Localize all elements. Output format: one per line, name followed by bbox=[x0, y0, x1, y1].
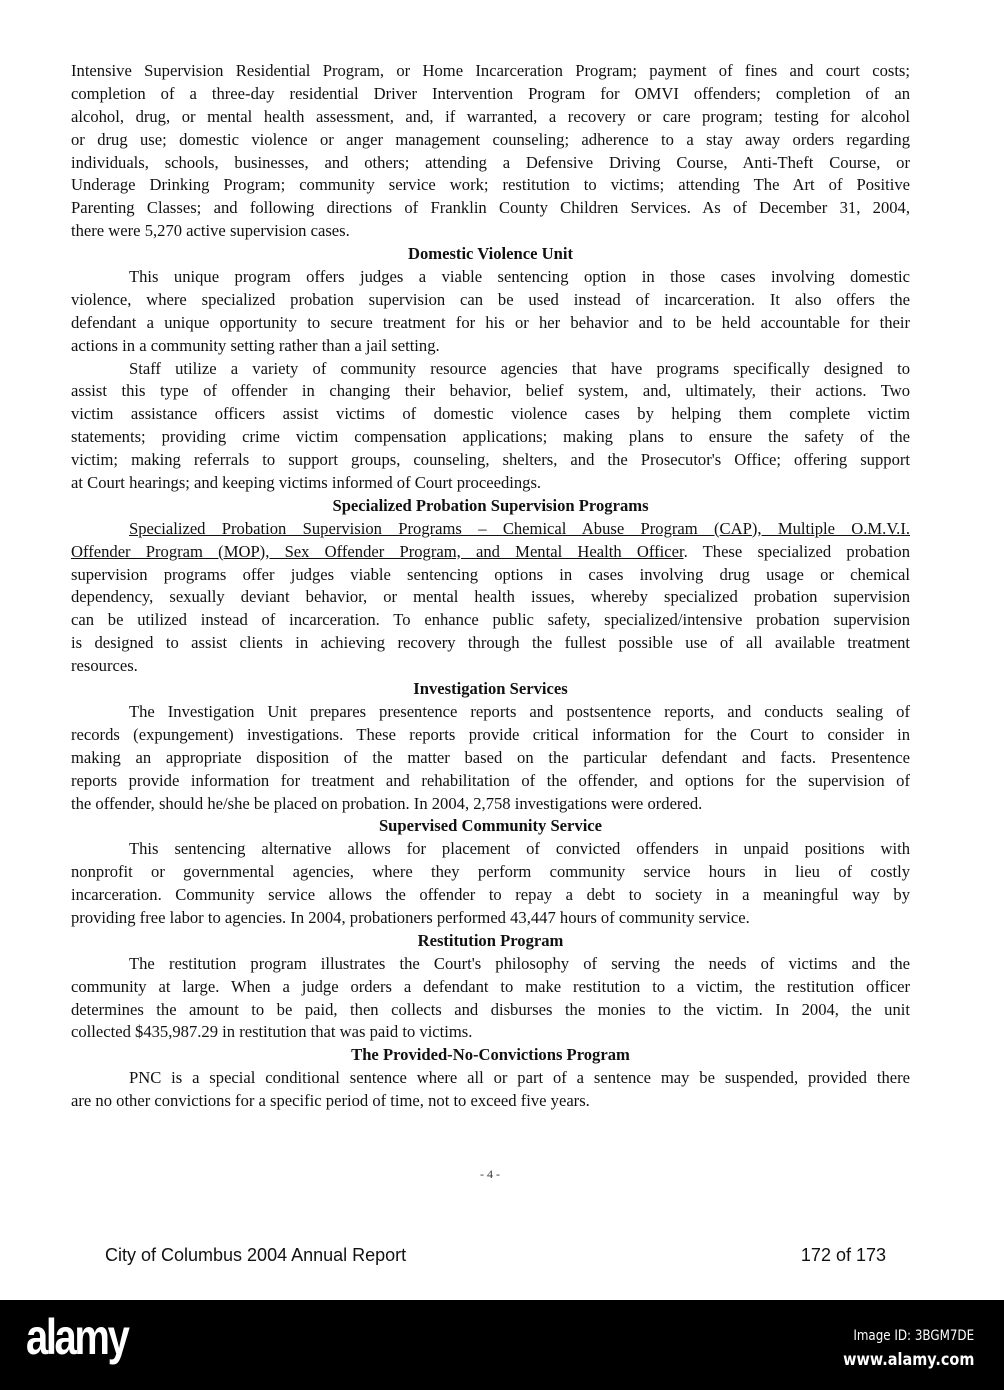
footer-title: City of Columbus 2004 Annual Report bbox=[105, 1245, 407, 1265]
paragraph-line: making an appropriate disposition of the matter based on the particular defendant and facts. Presentence bbox=[71, 747, 910, 767]
page-number: - 4 - bbox=[480, 1167, 500, 1181]
paragraph-line: individuals, schools, businesses, and others; attending a Defensive Driving Course, Anti-Theft Course, or bbox=[71, 152, 910, 172]
paragraph-line: statements; providing crime victim compensation applications; making plans to ensure the safety of the bbox=[71, 427, 910, 447]
paragraph-line: This sentencing alternative allows for placement of convicted offenders in unpaid positions with bbox=[129, 839, 910, 859]
paragraph-line: The restitution program illustrates the Court's philosophy of serving the needs of victims and the bbox=[129, 953, 910, 973]
paragraph-line: at Court hearings; and keeping victims informed of Court proceedings. bbox=[71, 473, 542, 493]
section-heading: Restitution Program bbox=[417, 930, 564, 950]
paragraph-line: victim; making referrals to support groups, counseling, shelters, and the Prosecutor's Office; offering support bbox=[71, 450, 910, 470]
paragraph-line: actions in a community setting rather than a jail setting. bbox=[71, 335, 440, 355]
footer-page-count: 172 of 173 bbox=[800, 1245, 886, 1265]
paragraph-line: collected $435,987.29 in restitution that was paid to victims. bbox=[71, 1022, 473, 1042]
section-heading: Supervised Community Service bbox=[378, 816, 603, 836]
paragraph-line: supervision programs offer judges viable sentencing options in cases involving drug usage or chemical bbox=[71, 564, 910, 584]
paragraph-line: are no other convictions for a specific period of time, not to exceed five years. bbox=[71, 1091, 590, 1111]
paragraph-line: the offender, should he/she be placed on probation. In 2004, 2,758 investigations were ordered. bbox=[71, 793, 703, 813]
paragraph-line bbox=[71, 541, 910, 564]
paragraph-line: can be utilized instead of incarceration. To enhance public safety, specialized/intensive probation supervision bbox=[71, 610, 910, 630]
alamy-logo: alamy bbox=[26, 1309, 128, 1365]
paragraph-line: nonprofit or governmental agencies, where they perform community service hours in lieu of costly bbox=[71, 862, 910, 882]
underlined-text: Specialized Probation Supervision Programs – Chemical Abuse Program (CAP), Multiple O.M.V.I. bbox=[129, 518, 910, 538]
section-heading: Domestic Violence Unit bbox=[408, 244, 573, 264]
paragraph-line: Staff utilize a variety of community resource agencies that have programs specifically designed to bbox=[129, 358, 910, 378]
paragraph-line: victim assistance officers assist victims of domestic violence cases by helping them complete victim bbox=[71, 404, 910, 424]
paragraph-line: Underage Drinking Program; community service work; restitution to victims; attending The Art of Positive bbox=[71, 175, 910, 195]
paragraph-line: assist this type of offender in changing their behavior, belief system, and, ultimately, their actions. Two bbox=[71, 381, 910, 401]
paragraph-line: records (expungement) investigations. These reports provide critical information for the Court to consider in bbox=[71, 724, 910, 744]
paragraph-line: is designed to assist clients in achieving recovery through the fullest possible use of all available treatment bbox=[71, 633, 910, 653]
paragraph-line: The Investigation Unit prepares presentence reports and postsentence reports, and conducts sealing of bbox=[129, 701, 910, 721]
site-url: www.alamy.com bbox=[842, 1350, 974, 1370]
paragraph-line: defendant a unique opportunity to secure treatment for his or her behavior and to be held accountable for their bbox=[71, 312, 910, 332]
paragraph-line bbox=[71, 518, 910, 541]
paragraph-line: Intensive Supervision Residential Program, or Home Incarceration Program; payment of fines and court costs; bbox=[71, 61, 910, 80]
paragraph-line: completion of a three-day residential Driver Intervention Program for OMVI offenders; completion of an bbox=[71, 83, 910, 103]
paragraph-line: providing free labor to agencies. In 2004, probationers performed 43,447 hours of community service. bbox=[71, 907, 750, 927]
paragraph-line: there were 5,270 active supervision cases. bbox=[71, 221, 350, 241]
section-heading: Specialized Probation Supervision Programs bbox=[332, 495, 649, 515]
paragraph-line: or drug use; domestic violence or anger management counseling; adherence to a stay away orders regarding bbox=[71, 129, 910, 149]
underlined-text: Offender Program (MOP), Sex Offender Program, and Mental Health Officer bbox=[71, 541, 684, 561]
document-body bbox=[71, 60, 910, 1113]
section-heading: The Provided-No-Convictions Program bbox=[351, 1045, 630, 1065]
paragraph-line: violence, where specialized probation supervision can be used instead of incarceration. It also offers the bbox=[71, 289, 910, 309]
paragraph-line: This unique program offers judges a viable sentencing option in those cases involving domestic bbox=[129, 267, 910, 287]
image-id: Image ID: 3BGM7DE bbox=[853, 1328, 974, 1344]
paragraph-line: dependency, sexually deviant behavior, or mental health issues, whereby specialized probation supervision bbox=[71, 587, 910, 607]
paragraph-line: Parenting Classes; and following directions of Franklin County Children Services. As of December 31, 2004, bbox=[71, 198, 910, 218]
paragraph-line: determines the amount to be paid, then collects and disburses the monies to the victim. In 2004, the unit bbox=[71, 999, 910, 1019]
watermark-banner bbox=[0, 1300, 1004, 1390]
paragraph-line: reports provide information for treatment and rehabilitation of the offender, and options for the supervision of bbox=[71, 770, 910, 790]
paragraph-line: alcohol, drug, or mental health assessment, and, if warranted, a recovery or care program; testing for alcohol bbox=[71, 106, 910, 126]
paragraph-line: PNC is a special conditional sentence where all or part of a sentence may be suspended, provided there bbox=[129, 1068, 910, 1088]
text-segment: . These specialized probation bbox=[683, 541, 910, 561]
paragraph-line: community at large. When a judge orders a defendant to make restitution to a victim, the restitution officer bbox=[71, 976, 910, 996]
paragraph-line: incarceration. Community service allows the offender to repay a debt to society in a meaningful way by bbox=[71, 885, 910, 905]
section-heading: Investigation Services bbox=[413, 679, 568, 699]
paragraph-line: resources. bbox=[71, 656, 138, 676]
